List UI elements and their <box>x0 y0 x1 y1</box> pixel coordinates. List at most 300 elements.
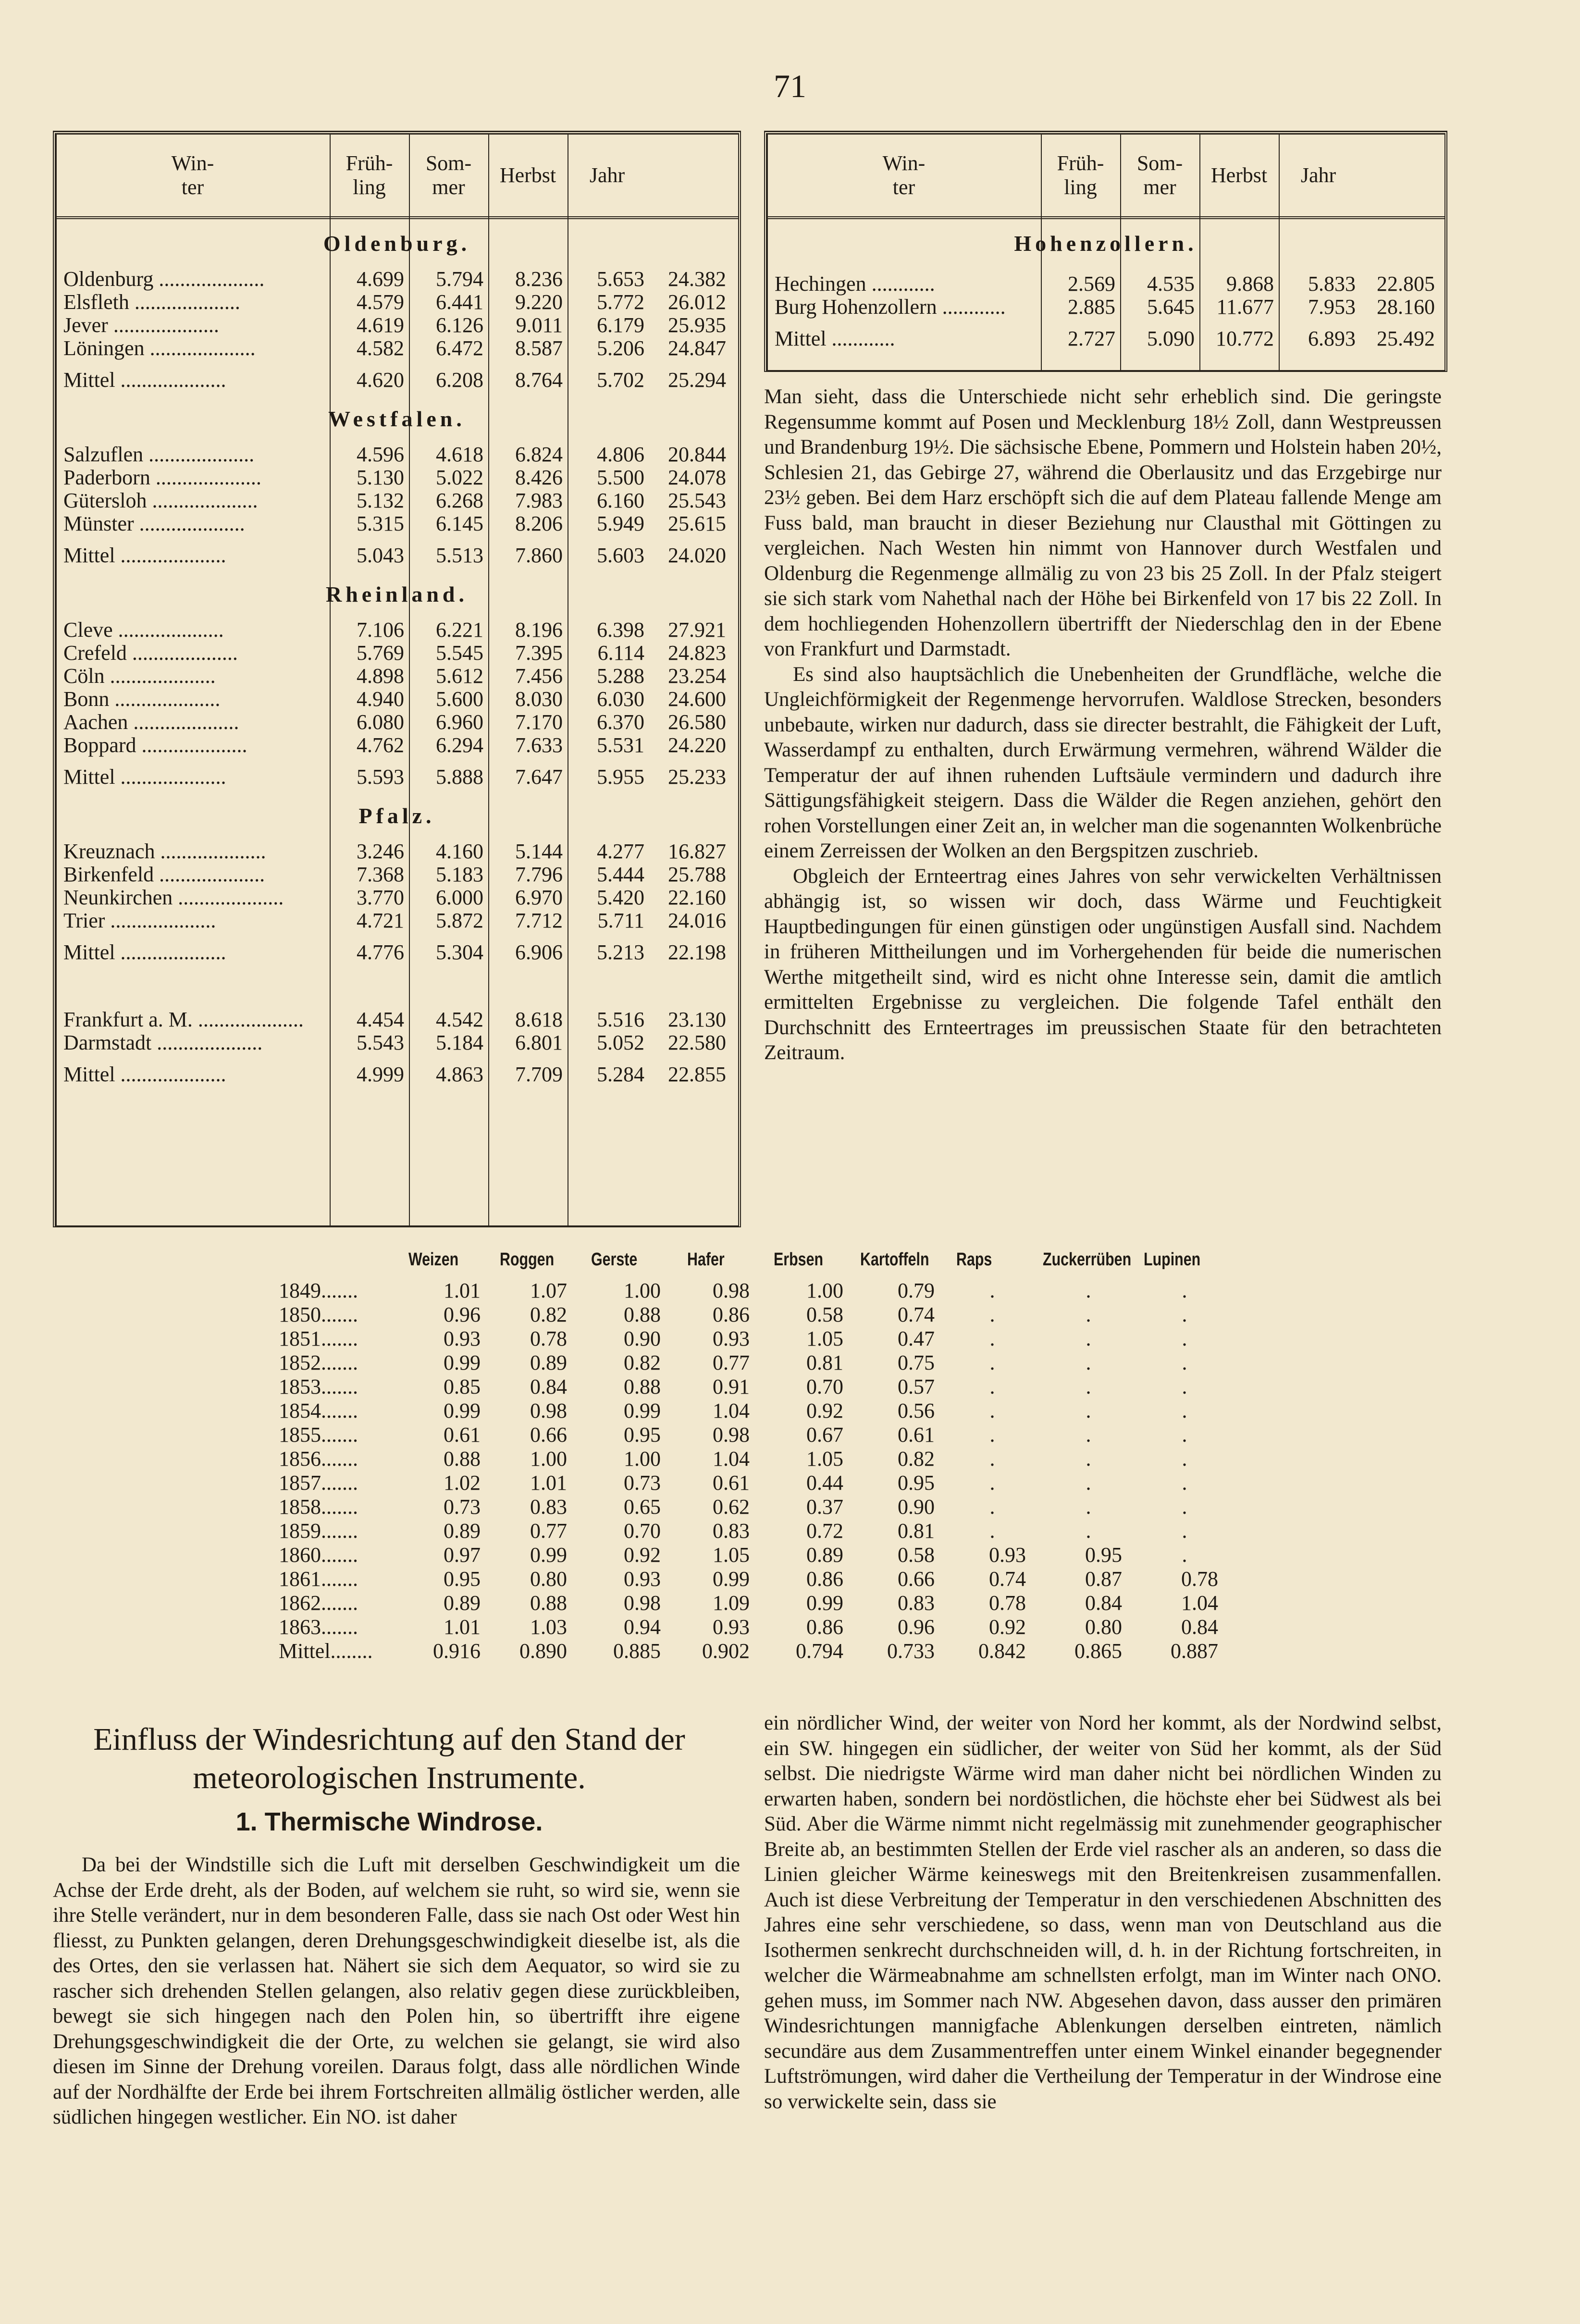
value-cell: 7.796 <box>515 863 563 886</box>
value-cell: 5.213 <box>597 940 644 964</box>
table-row <box>56 710 738 735</box>
value-cell: 6.126 <box>436 313 483 337</box>
value-cell: 25.935 <box>668 313 726 337</box>
value-cell: 7.647 <box>515 765 563 789</box>
value-cell: 0.842 <box>978 1639 1026 1663</box>
value-cell: 0.56 <box>898 1399 935 1422</box>
column-header: Roggen <box>500 1249 555 1270</box>
value-cell: 8.030 <box>515 687 563 711</box>
value-cell: 8.587 <box>515 336 563 360</box>
value-cell: 0.96 <box>444 1303 481 1326</box>
value-cell: 1.00 <box>530 1447 567 1471</box>
value-cell: 0.83 <box>713 1519 750 1543</box>
value-cell: 5.888 <box>436 765 483 789</box>
value-cell: 0.65 <box>624 1495 661 1519</box>
value-cell: 0.98 <box>713 1423 750 1446</box>
value-cell: 28.160 <box>1377 295 1435 319</box>
value-cell: 22.198 <box>668 940 726 964</box>
value-cell: 5.022 <box>436 466 483 489</box>
table-row <box>279 1495 1240 1520</box>
value-cell: 0.80 <box>1085 1615 1122 1639</box>
value-cell: 4.620 <box>357 368 404 392</box>
value-cell: 25.492 <box>1377 327 1435 350</box>
value-cell: 4.999 <box>357 1063 404 1086</box>
value-cell: 0.95 <box>1085 1543 1122 1567</box>
value-cell: 0.61 <box>898 1423 935 1446</box>
value-cell: 11.677 <box>1216 295 1274 319</box>
value-cell: 1.07 <box>530 1279 567 1302</box>
value-cell: 5.043 <box>357 544 404 567</box>
year-label: 1853....... <box>279 1375 358 1398</box>
value-cell: . <box>1182 1423 1187 1446</box>
mean-row <box>56 1062 738 1087</box>
region-heading: Hohenzollern. <box>1014 231 1197 256</box>
value-cell: . <box>1086 1471 1091 1495</box>
mean-row <box>56 543 738 568</box>
value-cell: 5.955 <box>597 765 644 789</box>
value-cell: 9.220 <box>515 290 563 314</box>
station-name: Darmstadt .................... <box>63 1031 263 1054</box>
value-cell: 0.61 <box>713 1471 750 1495</box>
value-cell: 7.712 <box>515 909 563 932</box>
value-cell: 5.772 <box>597 290 644 314</box>
value-cell: 5.711 <box>597 909 644 932</box>
station-name: Löningen .................... <box>63 336 256 360</box>
value-cell: 5.183 <box>436 863 483 886</box>
value-cell: 6.221 <box>436 618 483 642</box>
value-cell: 0.89 <box>444 1519 481 1543</box>
table-row <box>279 1567 1240 1592</box>
column-header: Win- ter <box>882 151 926 199</box>
station-name: Hechingen ............ <box>775 272 935 296</box>
station-name: Crefeld .................... <box>63 641 238 665</box>
value-cell: 2.885 <box>1068 295 1115 319</box>
value-cell: 16.827 <box>668 840 726 863</box>
station-name: Mittel .................... <box>63 765 226 789</box>
value-cell: 0.97 <box>444 1543 481 1567</box>
region-heading: Rheinland. <box>325 582 469 606</box>
value-cell: 7.106 <box>357 618 404 642</box>
value-cell: 0.887 <box>1171 1639 1218 1663</box>
station-name: Kreuznach .................... <box>63 840 266 863</box>
table-row <box>56 733 738 758</box>
value-cell: 0.99 <box>713 1567 750 1591</box>
value-cell: 4.940 <box>357 687 404 711</box>
value-cell: 5.593 <box>357 765 404 789</box>
table-row <box>279 1350 1240 1375</box>
value-cell: . <box>1086 1495 1091 1519</box>
value-cell: 0.99 <box>624 1399 661 1422</box>
value-cell: 22.855 <box>668 1063 726 1086</box>
value-cell: 23.254 <box>668 664 726 688</box>
table-row <box>56 862 738 887</box>
table-row <box>279 1543 1240 1568</box>
value-cell: 0.66 <box>898 1567 935 1591</box>
value-cell: 0.81 <box>898 1519 935 1543</box>
value-cell: 7.456 <box>515 664 563 688</box>
value-cell: 0.99 <box>444 1351 481 1374</box>
table-row <box>56 908 738 933</box>
value-cell: 5.130 <box>357 466 404 489</box>
value-cell: 0.47 <box>898 1327 935 1350</box>
value-cell: . <box>1182 1447 1187 1471</box>
column-header: Erbsen <box>774 1249 824 1270</box>
value-cell: 0.79 <box>898 1279 935 1302</box>
value-cell: . <box>989 1471 995 1495</box>
table-row <box>279 1591 1240 1616</box>
value-cell: 3.246 <box>357 840 404 863</box>
value-cell: 0.96 <box>898 1615 935 1639</box>
value-cell: 0.91 <box>713 1375 750 1398</box>
value-cell: 1.09 <box>713 1591 750 1615</box>
value-cell: 0.75 <box>898 1351 935 1374</box>
year-label: Mittel........ <box>279 1639 373 1663</box>
column-header: Kartoffeln <box>860 1249 929 1270</box>
station-name: Oldenburg .................... <box>63 267 265 291</box>
value-cell: 26.012 <box>668 290 726 314</box>
table-row <box>279 1278 1240 1303</box>
value-cell: 0.70 <box>806 1375 843 1398</box>
value-cell: 0.72 <box>806 1519 843 1543</box>
column-header: Som- mer <box>1136 151 1183 199</box>
value-cell: 4.898 <box>357 664 404 688</box>
year-label: 1861....... <box>279 1567 358 1591</box>
column-header: Win- ter <box>171 151 214 199</box>
value-cell: 0.61 <box>444 1423 481 1446</box>
value-cell: 0.62 <box>713 1495 750 1519</box>
value-cell: 0.89 <box>806 1543 843 1567</box>
value-cell: 5.545 <box>436 641 483 665</box>
value-cell: 5.500 <box>597 466 644 489</box>
value-cell: 25.615 <box>668 512 726 535</box>
year-label: 1855....... <box>279 1423 358 1446</box>
value-cell: 0.90 <box>624 1327 661 1350</box>
table-header <box>56 135 738 219</box>
column-header: Jahr <box>1300 163 1336 187</box>
value-cell: 8.618 <box>515 1008 563 1031</box>
table-row <box>279 1302 1240 1327</box>
paragraph: ein nördlicher Wind, der weiter von Nord her kommt, als der Nordwind selbst, ein SW. hingegen ein südlicher, der weiter von Süd her kommt, als der Süd selbst. Die niedrigste Wärme wird man daher nicht bei nördlichen Winden zu erwarten haben, sondern bei nordöstlichen, die höchste eher bei Südwest als bei Süd. Aber die Wärme nimmt nicht regelmässig mit zunehmender geographischer Breite ab, an bestimmten Stellen der Erde viel rascher als an anderen, so dass die Linien gleicher Wärme keineswegs mit den Breitenkreisen zusammenfallen. Auch ist diese Verbreitung der Temperatur in den verschiedenen Abschnitten des Jahres eine sehr verschiedene, so dass, wenn man von Deutschland aus die Isothermen senkrecht durchschneiden will, d. h. in der Richtung fortschreiten, in welcher die Wärmeabnahme am schnellsten erfolgt, man im Winter nach ONO. gehen muss, im Sommer nach NW. Abgesehen davon, dass ausser den primären Windesrichtungen mannigfache Ablenkungen derselben eintreten, nämlich secundäre aus dem Zusammentreffen unter einem Winkel einander begegnender Luftströmungen, wird daher die Vertheilung der Temperatur in der Windrose eine so verwickelte sein, dass sie <box>764 1712 1442 2113</box>
value-cell: . <box>989 1423 995 1446</box>
value-cell: . <box>989 1447 995 1471</box>
value-cell: . <box>1086 1447 1091 1471</box>
value-cell: 0.73 <box>444 1495 481 1519</box>
table-row <box>56 488 738 513</box>
value-cell: . <box>989 1327 995 1350</box>
value-cell: 25.233 <box>668 765 726 789</box>
year-label: 1863....... <box>279 1615 358 1639</box>
table-row <box>56 664 738 689</box>
value-cell: 4.806 <box>597 443 644 466</box>
value-cell: . <box>1182 1351 1187 1374</box>
value-cell: 5.645 <box>1147 295 1195 319</box>
value-cell: . <box>1182 1471 1187 1495</box>
value-cell: 6.179 <box>597 313 644 337</box>
value-cell: 22.160 <box>668 886 726 909</box>
station-name: Cleve .................... <box>63 618 224 642</box>
value-cell: 6.824 <box>515 443 563 466</box>
value-cell: . <box>1182 1495 1187 1519</box>
column-header: Lupinen <box>1144 1249 1201 1270</box>
station-name: Gütersloh .................... <box>63 489 258 512</box>
year-label: 1856....... <box>279 1447 358 1471</box>
value-cell: 0.67 <box>806 1423 843 1446</box>
value-cell: 0.93 <box>624 1567 661 1591</box>
value-cell: 0.37 <box>806 1495 843 1519</box>
value-cell: 5.144 <box>515 840 563 863</box>
value-cell: 0.794 <box>796 1639 843 1663</box>
value-cell: 4.721 <box>357 909 404 932</box>
value-cell: . <box>1182 1375 1187 1398</box>
value-cell: 1.01 <box>444 1279 481 1302</box>
table-row <box>279 1519 1240 1544</box>
value-cell: 0.83 <box>530 1495 567 1519</box>
value-cell: . <box>1086 1327 1091 1350</box>
value-cell: . <box>1182 1399 1187 1422</box>
value-cell: 5.949 <box>597 512 644 535</box>
precipitation-table-left <box>53 131 741 1227</box>
value-cell: 10.772 <box>1216 327 1274 350</box>
value-cell: 25.543 <box>668 489 726 512</box>
value-cell: 24.382 <box>668 267 726 291</box>
value-cell: 3.770 <box>357 886 404 909</box>
mean-row <box>56 368 738 393</box>
value-cell: 1.04 <box>713 1447 750 1471</box>
value-cell: 0.88 <box>530 1591 567 1615</box>
value-cell: . <box>989 1399 995 1422</box>
column-header: Gerste <box>591 1249 638 1270</box>
value-cell: 0.902 <box>702 1639 750 1663</box>
value-cell: 0.78 <box>989 1591 1026 1615</box>
value-cell: 0.88 <box>444 1447 481 1471</box>
station-name: Salzuflen .................... <box>63 443 255 466</box>
table-row <box>56 511 738 536</box>
mean-row <box>279 1639 1240 1664</box>
value-cell: 7.395 <box>515 641 563 665</box>
year-label: 1859....... <box>279 1519 358 1543</box>
value-cell: 0.82 <box>530 1303 567 1326</box>
value-cell: 0.733 <box>887 1639 935 1663</box>
value-cell: 22.580 <box>668 1031 726 1054</box>
value-cell: 7.953 <box>1308 295 1356 319</box>
value-cell: . <box>1182 1303 1187 1326</box>
value-cell: . <box>1086 1423 1091 1446</box>
value-cell: 0.73 <box>624 1471 661 1495</box>
value-cell: 1.03 <box>530 1615 567 1639</box>
value-cell: 0.93 <box>713 1327 750 1350</box>
value-cell: 5.653 <box>597 267 644 291</box>
bottom-right-text <box>764 1711 1442 2114</box>
value-cell: 0.890 <box>519 1639 567 1663</box>
station-name: Mittel .................... <box>63 544 226 567</box>
value-cell: 24.220 <box>668 733 726 757</box>
value-cell: 0.82 <box>624 1351 661 1374</box>
value-cell: 7.709 <box>515 1063 563 1086</box>
value-cell: 0.78 <box>530 1327 567 1350</box>
value-cell: 5.833 <box>1308 272 1356 296</box>
value-cell: 5.304 <box>436 940 483 964</box>
value-cell: 6.801 <box>515 1031 563 1054</box>
value-cell: 24.847 <box>668 336 726 360</box>
column-header: Weizen <box>408 1249 459 1270</box>
value-cell: 24.600 <box>668 687 726 711</box>
paragraph: Man sieht, dass die Unterschiede nicht sehr erheblich sind. Die geringste Regensumme kommt auf Posen und Mecklenburg 18½ Zoll, dann Westpreussen und Brandenburg 19½. Die sächsische Ebene, Pommern und Holstein haben 20½, Schlesien 21, das Gebirge 27, während die Oberlausitz und das Erzgebirge nur 23½ geben. Bei dem Harz erschöpft sich die auf dem Plateau fallende Menge am Fuss bald, man braucht in dieser Beziehung nur Clausthal mit Göttingen zu vergleichen. Nach Westen hin nimmt von Hannover durch Westfalen und Oldenburg die Regenmenge allmälig zu von 23 bis 25 Zoll. In der Pfalz steigert sie sich stark vom Nahethal nach der Höhe bei Birkenfeld von 17 bis 22 Zoll. In dem hochliegenden Hohenzollern übertrifft der Niederschlag den in der Ebene von Frankfurt und Darmstadt. <box>764 385 1442 660</box>
value-cell: 6.960 <box>436 710 483 734</box>
value-cell: 6.208 <box>436 368 483 392</box>
bottom-left-text <box>53 1853 740 2130</box>
value-cell: . <box>1086 1375 1091 1398</box>
value-cell: 4.454 <box>357 1008 404 1031</box>
table-row <box>56 885 738 910</box>
value-cell: 2.727 <box>1068 327 1115 350</box>
value-cell: 0.916 <box>433 1639 481 1663</box>
value-cell: 0.95 <box>898 1471 935 1495</box>
value-cell: 7.170 <box>515 710 563 734</box>
value-cell: 6.398 <box>597 618 644 642</box>
table-row <box>56 839 738 864</box>
value-cell: . <box>1086 1351 1091 1374</box>
value-cell: 0.86 <box>806 1615 843 1639</box>
value-cell: 0.74 <box>989 1567 1026 1591</box>
value-cell: 0.58 <box>806 1303 843 1326</box>
value-cell: 5.702 <box>597 368 644 392</box>
station-name: Mittel .................... <box>63 1063 226 1086</box>
value-cell: . <box>989 1519 995 1543</box>
paragraph: Da bei der Windstille sich die Luft mit derselben Geschwindigkeit um die Achse der Erde dreht, als der Boden, auf welchem sie ruht, so wird sie, wenn sie ihre Stelle verändert, nur in dem besonderen Falle, dass sie nach Ost oder West hin fliesst, zu Punkten gelangen, deren Drehungsgeschwindigkeit dieselbe ist, als die des Ortes, den sie verlassen hat. Nähert sie sich dem Aequator, so wird sie zu rascher sich drehenden Stellen gelangen, also relativ gegen diese zurückbleiben, bewegt sie sich hingegen nach den Polen hin, so übertrifft ihre eigene Drehungsgeschwindigkeit die der Orte, zu welchen sie gelangt, sie wird also diesen im Sinne der Drehung voreilen. Daraus folgt, dass alle nördlichen Winde auf der Nordhälfte der Erde bei ihrem Fortschreiten allmälig östlicher werden, alle südlichen hingegen westlicher. Ein NO. ist daher <box>53 1854 740 2128</box>
value-cell: 0.93 <box>444 1327 481 1350</box>
value-cell: 8.206 <box>515 512 563 535</box>
value-cell: 5.612 <box>436 664 483 688</box>
station-name: Mittel .................... <box>63 940 226 964</box>
value-cell: 4.619 <box>357 313 404 337</box>
value-cell: 24.020 <box>668 544 726 567</box>
station-name: Mittel .................... <box>63 368 226 392</box>
value-cell: 0.87 <box>1085 1567 1122 1591</box>
station-name: Jever .................... <box>63 313 219 337</box>
region-heading: Pfalz. <box>358 804 435 828</box>
table-row <box>56 313 738 338</box>
station-name: Elsfleth .................... <box>63 290 240 314</box>
harvest-yield-table <box>279 1249 1240 1682</box>
value-cell: 6.893 <box>1308 327 1356 350</box>
value-cell: 5.284 <box>597 1063 644 1086</box>
value-cell: 0.85 <box>444 1375 481 1398</box>
value-cell: 0.83 <box>898 1591 935 1615</box>
station-name: Boppard .................... <box>63 733 247 757</box>
value-cell: 0.86 <box>713 1303 750 1326</box>
right-column-text <box>764 384 1442 1066</box>
value-cell: 1.05 <box>806 1447 843 1471</box>
value-cell: 1.00 <box>624 1279 661 1302</box>
value-cell: 5.184 <box>436 1031 483 1054</box>
value-cell: 6.080 <box>357 710 404 734</box>
value-cell: 0.88 <box>624 1303 661 1326</box>
value-cell: 26.580 <box>668 710 726 734</box>
value-cell: 24.016 <box>668 909 726 932</box>
page-number: 71 <box>774 68 806 104</box>
value-cell: 4.699 <box>357 267 404 291</box>
column-header: Früh- ling <box>1057 151 1104 199</box>
value-cell: 1.05 <box>713 1543 750 1567</box>
year-label: 1857....... <box>279 1471 358 1495</box>
value-cell: 0.84 <box>1181 1615 1218 1639</box>
value-cell: 5.769 <box>357 641 404 665</box>
column-header: Som- mer <box>425 151 472 199</box>
station-name: Trier .................... <box>63 909 216 932</box>
value-cell: . <box>1182 1327 1187 1350</box>
value-cell: 1.02 <box>444 1471 481 1495</box>
value-cell: 8.764 <box>515 368 563 392</box>
value-cell: 5.600 <box>436 687 483 711</box>
station-name: Frankfurt a. M. .................... <box>63 1008 304 1031</box>
paragraph: Es sind also hauptsächlich die Unebenheiten der Grundfläche, welche die Ungleichförmigkeit der Regenmenge hervorrufen. Waldlose Strecken, besonders unbebaute, wirken nur dadurch, dass sie directer bestrahlt, die Fähigkeit der Luft, Wasserdampf zu enthalten, durch Erwärmung vermehren, während Wälder die Temperatur der auf ihnen ruhenden Luftsäule vermindern und dadurch ihre Sättigungsfähigkeit steigern. Dass die Wälder die Regen anziehen, gehört den rohen Vorstellungen einer Zeit an, in welcher man die sogenannten Wolkenbrüche einem Zerreissen der Wolken an den Bergspitzen zuschrieb. <box>764 663 1442 862</box>
station-name: Cöln .................... <box>63 664 216 688</box>
value-cell: 0.80 <box>530 1567 567 1591</box>
value-cell: 4.776 <box>357 940 404 964</box>
value-cell: 4.596 <box>357 443 404 466</box>
year-label: 1854....... <box>279 1399 358 1422</box>
value-cell: 0.89 <box>444 1591 481 1615</box>
table-row <box>279 1398 1240 1423</box>
value-cell: 0.81 <box>806 1351 843 1374</box>
value-cell: 0.95 <box>624 1423 661 1446</box>
value-cell: . <box>1086 1303 1091 1326</box>
table-row <box>767 272 1444 297</box>
value-cell: 4.762 <box>357 733 404 757</box>
value-cell: 0.89 <box>530 1351 567 1374</box>
table-row <box>56 1030 738 1055</box>
value-cell: . <box>1182 1279 1187 1302</box>
value-cell: 25.788 <box>668 863 726 886</box>
value-cell: 6.970 <box>515 886 563 909</box>
value-cell: . <box>989 1495 995 1519</box>
value-cell: 5.513 <box>436 544 483 567</box>
value-cell: 9.868 <box>1226 272 1274 296</box>
value-cell: 4.863 <box>436 1063 483 1086</box>
value-cell: 6.906 <box>515 940 563 964</box>
column-header: Hafer <box>687 1249 725 1270</box>
value-cell: 9.011 <box>516 313 563 337</box>
value-cell: 8.426 <box>515 466 563 489</box>
value-cell: 4.535 <box>1147 272 1195 296</box>
value-cell: 0.93 <box>989 1543 1026 1567</box>
table-row <box>56 641 738 666</box>
value-cell: 0.58 <box>898 1543 935 1567</box>
station-name: Neunkirchen .................... <box>63 886 284 909</box>
value-cell: 6.294 <box>436 733 483 757</box>
value-cell: . <box>1182 1519 1187 1543</box>
subsection-heading: 1. Thermische Windrose. <box>235 1807 543 1836</box>
section-heading: Einfluss der Windesrichtung auf den Stand der meteorologischen Instrumente. <box>93 1722 685 1795</box>
value-cell: 0.885 <box>613 1639 661 1663</box>
table-row <box>56 1007 738 1032</box>
value-cell: 0.92 <box>624 1543 661 1567</box>
column-header: Zuckerrüben <box>1043 1249 1132 1270</box>
value-cell: 5.603 <box>597 544 644 567</box>
value-cell: 0.77 <box>713 1351 750 1374</box>
value-cell: 6.268 <box>436 489 483 512</box>
value-cell: 22.805 <box>1377 272 1435 296</box>
precipitation-table-right <box>764 131 1447 372</box>
value-cell: 6.160 <box>597 489 644 512</box>
station-name: Münster .................... <box>63 512 245 535</box>
station-name: Bonn .................... <box>63 687 221 711</box>
value-cell: 5.206 <box>597 336 644 360</box>
value-cell: 5.288 <box>597 664 644 688</box>
value-cell: . <box>989 1279 995 1302</box>
value-cell: . <box>1086 1279 1091 1302</box>
column-header: Raps <box>956 1249 992 1270</box>
